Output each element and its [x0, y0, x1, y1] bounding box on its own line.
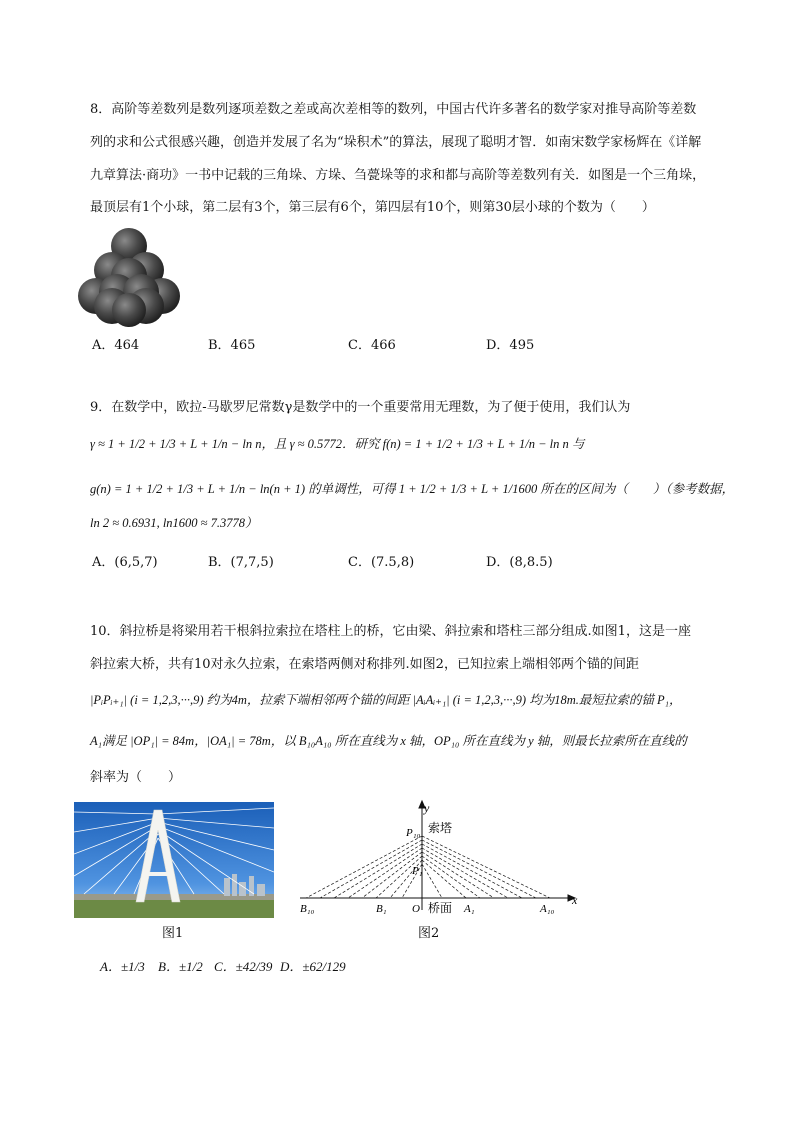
q10-choice-c[interactable]: C．±42/39	[214, 959, 273, 974]
q8-line-3: 九章算法·商功》一书中记载的三角垛、方垛、刍甍垛等的求和都与高阶等差数列有关．如图是一个三角垛，	[90, 168, 706, 183]
x-axis-label: x	[572, 893, 578, 907]
q10-line-2: 斜拉索大桥，共有10对永久拉索，在索塔两侧对称排列.如图2，已知拉索上端相邻两个锚的间距	[90, 657, 639, 672]
q9-line-4: ln 2 ≈ 0.6931, ln1600 ≈ 7.3778）	[90, 516, 258, 530]
q10-choice-a[interactable]: A．±1/3	[100, 959, 145, 974]
bridge-coordinate-diagram	[296, 798, 586, 914]
q10-line-1: 10．斜拉桥是将梁用若干根斜拉索拉在塔柱上的桥，它由梁、斜拉索和塔柱三部分组成.如图1，这是一座	[90, 624, 691, 639]
q10-choice-b[interactable]: B．±1/2	[158, 959, 203, 974]
q8-line-1: 8．高阶等差数列是数列逐项差数之差或高次差相等的数列，中国古代许多著名的数学家对推导高阶等差数	[90, 102, 697, 117]
q9-choice-a[interactable]: A．(6,5,7)	[92, 555, 158, 570]
triangular-pile-figure	[72, 226, 186, 328]
q9-line-1: 9．在数学中，欧拉-马歇罗尼常数γ是数学中的一个重要常用无理数，为了便于使用，我们认为	[90, 400, 631, 415]
label-origin: O	[412, 903, 420, 914]
q8-line-2: 列的求和公式很感兴趣，创造并发展了名为“垛积术”的算法，展现了聪明才智．如南宋数学家杨辉在《详解	[90, 135, 702, 150]
label-b1: B₁	[376, 903, 387, 914]
q8-line-4: 最顶层有1个小球，第二层有3个，第三层有6个，第四层有10个，则第30层小球的个数为（ ）	[90, 200, 655, 215]
q8-choice-c[interactable]: C．466	[348, 338, 396, 353]
label-b10: B₁₀	[300, 903, 315, 914]
q9-choice-b[interactable]: B．(7,7,5)	[208, 555, 274, 570]
fig1-caption: 图1	[162, 926, 184, 941]
q10-choice-d[interactable]: D．±62/129	[280, 959, 346, 974]
label-a10: A₁₀	[540, 903, 555, 914]
bridge-photo-figure	[74, 802, 274, 918]
fig2-caption: 图2	[418, 926, 440, 941]
label-a1: A₁	[464, 903, 475, 914]
q10-line-3: |PᵢPᵢ₊₁| (i = 1,2,3,···,9) 约为4m，拉索下端相邻两个锚的间距 |AᵢAᵢ₊₁| (i = 1,2,3,···,9) 均为18m.最短拉索的锚 P₁，	[90, 693, 682, 707]
label-deck: 桥面	[428, 901, 453, 914]
label-p10: P₁₀	[406, 827, 421, 839]
label-tower: 索塔	[428, 821, 453, 835]
label-p1: P₁	[412, 865, 423, 877]
q9-line-3: g(n) = 1 + 1/2 + 1/3 + L + 1/n − ln(n + 1) 的单调性，可得 1 + 1/2 + 1/3 + L + 1/1600 所在的区间为（ ）（参考数据，	[90, 482, 735, 496]
q9-choice-c[interactable]: C．(7.5,8)	[348, 555, 415, 570]
q8-choice-b[interactable]: B．465	[208, 338, 256, 353]
q9-choice-d[interactable]: D．(8,8.5)	[486, 555, 553, 570]
y-axis-label: y	[424, 801, 430, 815]
q10-line-5: 斜率为（ ）	[90, 770, 182, 785]
q9-line-2: γ ≈ 1 + 1/2 + 1/3 + L + 1/n − ln n，且 γ ≈ 0.5772．研究 f(n) = 1 + 1/2 + 1/3 + L + 1/n − ln n 与	[90, 437, 585, 451]
q8-choice-d[interactable]: D．495	[486, 338, 535, 353]
q10-line-4: A₁满足 |OP₁| = 84m，|OA₁| = 78m，以 B₁₀A₁₀ 所在直线为 x 轴，OP₁₀ 所在直线为 y 轴，则最长拉索所在直线的	[90, 734, 687, 748]
q8-choice-a[interactable]: A．464	[92, 338, 140, 353]
